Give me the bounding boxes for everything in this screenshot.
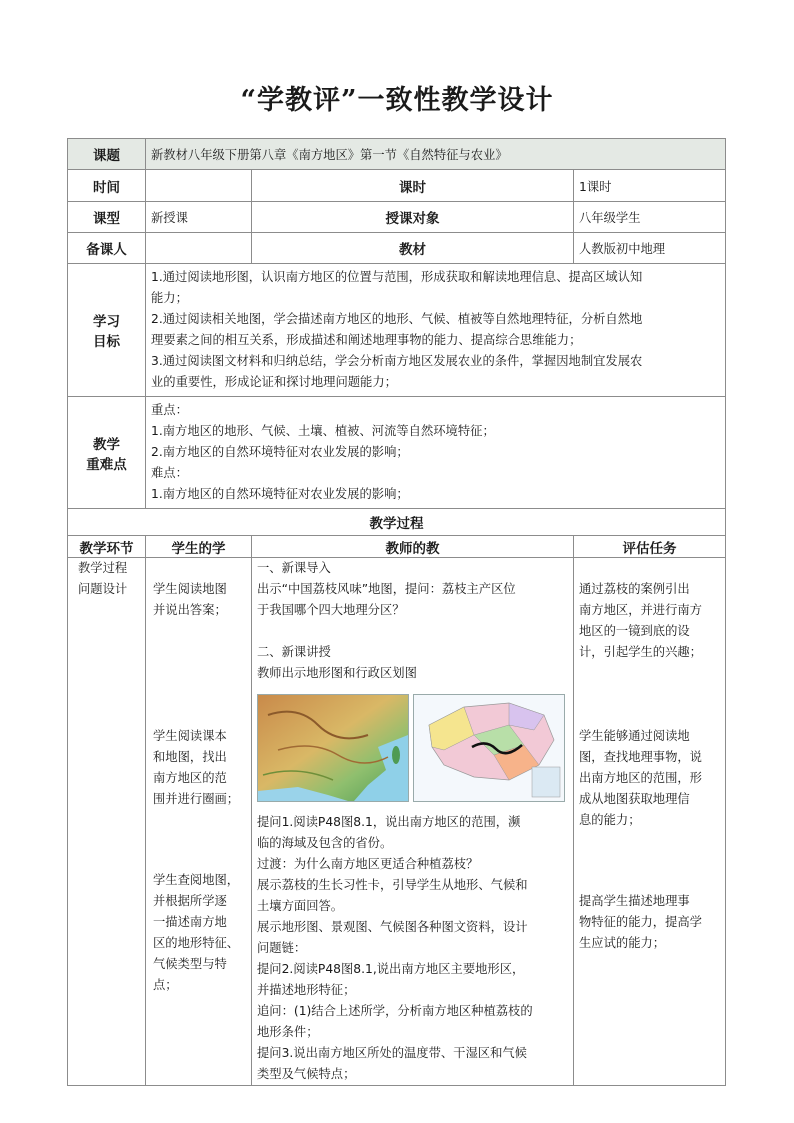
student-line: 和地图，找出 bbox=[153, 750, 227, 764]
teacher-line: 类型及气候特点； bbox=[257, 1067, 356, 1081]
keypoint-line: 1.南方地区的地形、气候、土壤、植被、河流等自然环境特征； bbox=[151, 424, 495, 438]
assess-line: 物特征的能力，提高学 bbox=[579, 915, 702, 929]
student-line: 并根据所学逐 bbox=[153, 894, 227, 908]
goal-line: 2.通过阅读相关地图，学会描述南方地区的地形、气候、植被等自然地理特征，分析自然地 bbox=[151, 312, 643, 326]
terrain-map-icon bbox=[257, 694, 409, 802]
assess-block bbox=[579, 579, 720, 663]
goal-line: 能力； bbox=[151, 291, 188, 305]
topic-value: 新教材八年级下册第八章《南方地区》第一节《自然特征与农业》 bbox=[146, 139, 726, 170]
assess-block bbox=[579, 891, 720, 954]
assess-line: 提高学生描述地理事 bbox=[579, 894, 690, 908]
student-block bbox=[153, 726, 246, 810]
audience-label: 授课对象 bbox=[252, 202, 574, 233]
goal-line: 3.通过阅读图文材料和归纳总结，学会分析南方地区发展农业的条件，掌握因地制宜发展农 bbox=[151, 354, 643, 368]
goals-row bbox=[68, 264, 726, 397]
teacher-line: 教师出示地形图和行政区划图 bbox=[257, 666, 417, 680]
teacher-new-lesson bbox=[257, 642, 568, 684]
teacher-line: 并描述地形特征； bbox=[257, 983, 356, 997]
assess-line: 息的能力； bbox=[579, 813, 641, 827]
map-images bbox=[257, 694, 568, 802]
teacher-line: 追问：(1)结合上述所学，分析南方地区种植荔枝的 bbox=[257, 1004, 533, 1018]
col-assess-header: 评估任务 bbox=[574, 536, 726, 558]
goals-label-line: 目标 bbox=[93, 334, 120, 350]
teacher-line: 提问1.阅读P48图8.1，说出南方地区的范围，濒 bbox=[257, 815, 521, 829]
assess-line: 学生能够通过阅读地 bbox=[579, 729, 690, 743]
teacher-line: 地形条件； bbox=[257, 1025, 319, 1039]
teacher-line: 展示地形图、景观图、气候图各种图文资料，设计 bbox=[257, 920, 528, 934]
keypoint-line: 难点： bbox=[151, 466, 188, 480]
goals-content bbox=[146, 264, 726, 397]
lesson-plan-table bbox=[67, 138, 726, 1086]
assess-line: 出南方地区的范围，形 bbox=[579, 771, 702, 785]
assess-block bbox=[579, 726, 720, 831]
assess-line: 生应试的能力； bbox=[579, 936, 666, 950]
assess-line: 通过荔枝的案例引出 bbox=[579, 582, 690, 596]
goal-line: 业的重要性，形成论证和探讨地理问题能力； bbox=[151, 375, 397, 389]
student-block bbox=[153, 870, 246, 996]
type-label: 课型 bbox=[68, 202, 146, 233]
keypoints-content bbox=[146, 397, 726, 509]
student-line: 围并进行圈画； bbox=[153, 792, 240, 806]
hours-value: 1课时 bbox=[574, 170, 726, 202]
process-body-row bbox=[68, 558, 726, 1086]
teacher-line: 于我国哪个四大地理分区？ bbox=[257, 603, 405, 617]
stage-line: 教学过程 bbox=[78, 561, 128, 575]
type-value: 新授课 bbox=[146, 202, 252, 233]
student-line: 并说出答案； bbox=[153, 603, 227, 617]
type-row bbox=[68, 202, 726, 233]
teacher-line: 土壤方面回答。 bbox=[257, 899, 344, 913]
student-block bbox=[153, 579, 246, 621]
preparer-label: 备课人 bbox=[68, 233, 146, 264]
teacher-line: 问题链： bbox=[257, 941, 307, 955]
assess-line: 南方地区，并进行南方 bbox=[579, 603, 702, 617]
teacher-line: 临的海域及包含的省份。 bbox=[257, 836, 393, 850]
student-cell bbox=[146, 558, 252, 1086]
assess-line: 地区的一镜到底的设 bbox=[579, 624, 690, 638]
goal-line: 理要素之间的相互关系，形成描述和阐述地理事物的能力、提高综合思维能力； bbox=[151, 333, 582, 347]
teacher-line: 出示“中国荔枝风味”地图，提问：荔枝主产区位 bbox=[257, 582, 516, 596]
teacher-line: 一、新课导入 bbox=[257, 561, 331, 575]
teacher-intro bbox=[257, 558, 568, 621]
keypoint-line: 重点： bbox=[151, 403, 188, 417]
assess-line: 成从地图获取地理信 bbox=[579, 792, 690, 806]
keypoints-row bbox=[68, 397, 726, 509]
keypoints-label-line: 重难点 bbox=[86, 456, 127, 473]
student-line: 一描述南方地 bbox=[153, 915, 227, 929]
keypoint-line: 1.南方地区的自然环境特征对农业发展的影响； bbox=[151, 487, 409, 501]
keypoint-line: 2.南方地区的自然环境特征对农业发展的影响； bbox=[151, 445, 409, 459]
student-line: 学生阅读地图 bbox=[153, 582, 227, 596]
page-title: “学教评”一致性教学设计 bbox=[240, 85, 554, 116]
keypoints-label bbox=[68, 397, 146, 509]
assess-line: 计，引起学生的兴趣； bbox=[579, 645, 702, 659]
audience-value: 八年级学生 bbox=[574, 202, 726, 233]
preparer-value bbox=[146, 233, 252, 264]
topic-row bbox=[68, 139, 726, 170]
student-line: 区的地形特征、 bbox=[153, 936, 240, 950]
teacher-line: 提问3.说出南方地区所处的温度带、干湿区和气候 bbox=[257, 1046, 527, 1060]
time-label: 时间 bbox=[68, 170, 146, 202]
teacher-line: 提问2.阅读P48图8.1,说出南方地区主要地形区， bbox=[257, 962, 525, 976]
col-student-header: 学生的学 bbox=[146, 536, 252, 558]
stage-cell bbox=[68, 558, 146, 1086]
goal-line: 1.通过阅读地形图，认识南方地区的位置与范围，形成获取和解读地理信息、提高区域认知 bbox=[151, 270, 643, 284]
keypoints-label-line: 教学 bbox=[93, 436, 120, 453]
goals-label bbox=[68, 264, 146, 397]
student-line: 点； bbox=[153, 978, 178, 992]
preparer-row bbox=[68, 233, 726, 264]
student-line: 学生查阅地图， bbox=[153, 873, 240, 887]
col-teacher-header: 教师的教 bbox=[252, 536, 574, 558]
stage-line: 问题设计 bbox=[78, 582, 128, 596]
student-line: 气候类型与特 bbox=[153, 957, 227, 971]
teacher-line: 二、新课讲授 bbox=[257, 645, 331, 659]
teacher-questions bbox=[257, 812, 568, 1085]
goals-label-line: 学习 bbox=[93, 314, 120, 330]
teacher-line: 过渡：为什么南方地区更适合种植荔枝？ bbox=[257, 857, 479, 871]
hours-label: 课时 bbox=[252, 170, 574, 202]
student-line: 南方地区的范 bbox=[153, 771, 227, 785]
process-column-header-row bbox=[68, 536, 726, 558]
teacher-line: 展示荔枝的生长习性卡，引导学生从地形、气候和 bbox=[257, 878, 528, 892]
time-row bbox=[68, 170, 726, 202]
textbook-label: 教材 bbox=[252, 233, 574, 264]
process-heading-row bbox=[68, 509, 726, 536]
process-heading: 教学过程 bbox=[68, 509, 726, 536]
time-value bbox=[146, 170, 252, 202]
textbook-value: 人教版初中地理 bbox=[574, 233, 726, 264]
administrative-map-icon bbox=[413, 694, 565, 802]
col-stage-header: 教学环节 bbox=[68, 536, 146, 558]
assess-line: 图，查找地理事物，说 bbox=[579, 750, 702, 764]
topic-label: 课题 bbox=[68, 139, 146, 170]
student-line: 学生阅读课本 bbox=[153, 729, 227, 743]
assess-cell bbox=[574, 558, 726, 1086]
teacher-cell bbox=[252, 558, 574, 1086]
